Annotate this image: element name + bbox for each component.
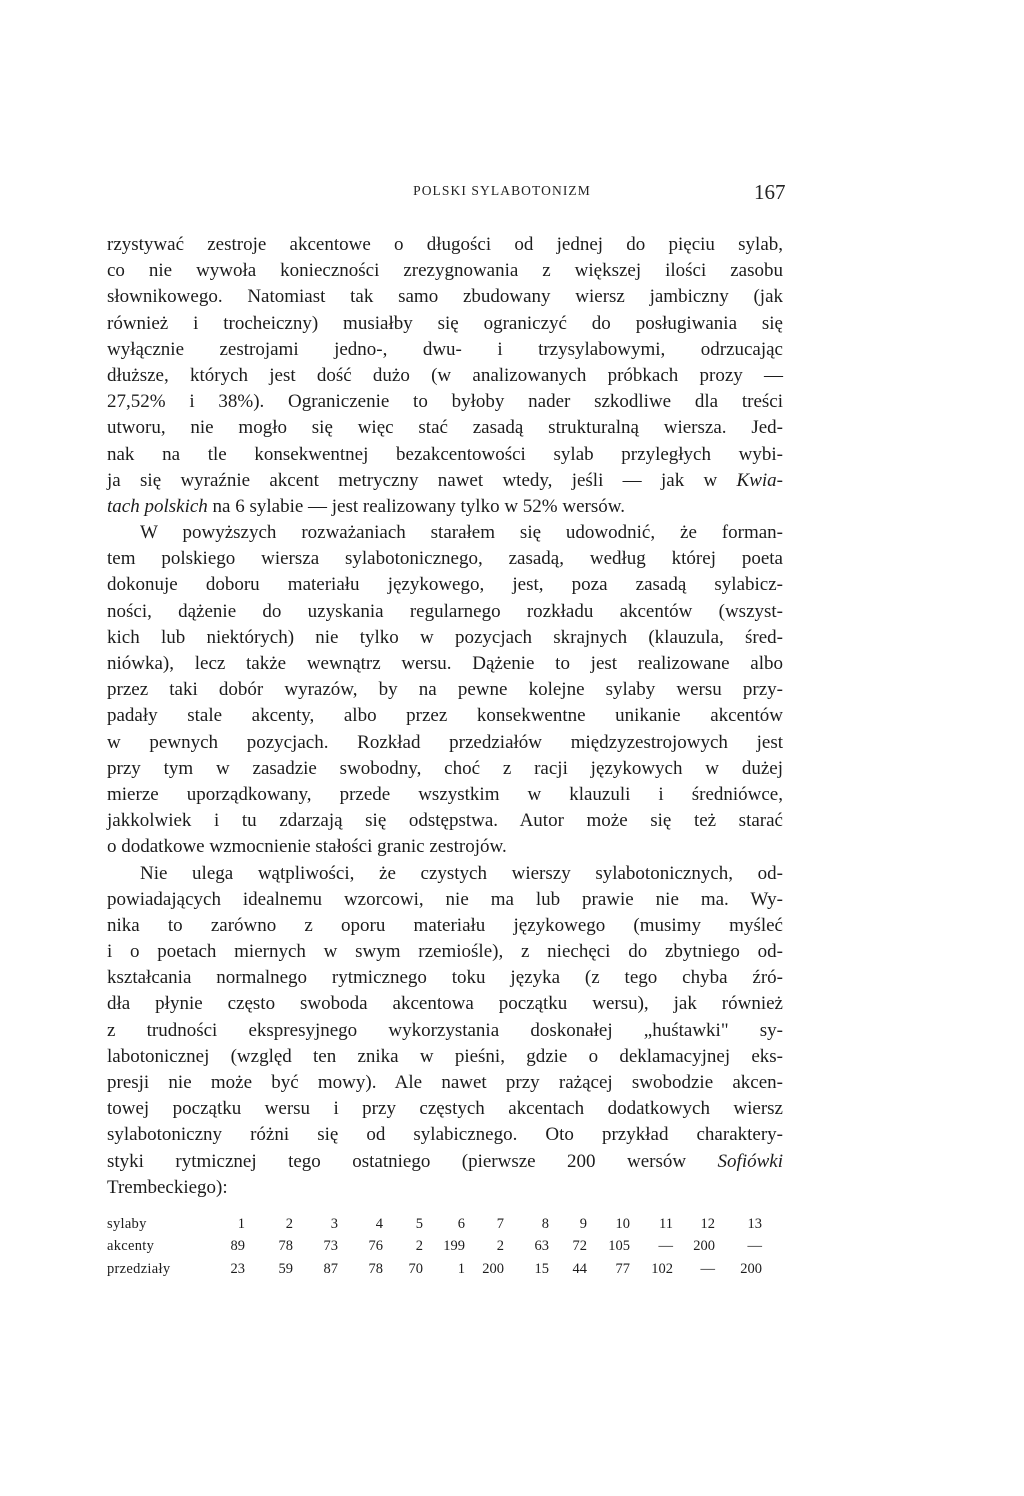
table-cell: 72: [572, 1238, 587, 1255]
text-line: towej początku wersu i przy częstych akcentach dodatkowych wiersz: [107, 1098, 783, 1120]
row-label: akcenty: [107, 1238, 155, 1255]
text-line: przy tym w zasadzie swobodny, choć z racji językowych w dużej: [107, 757, 783, 779]
text-line: niówka), lecz także wewnątrz wersu. Dążenie to jest realizowane albo: [107, 653, 783, 674]
table-cell: 78: [368, 1260, 383, 1277]
text-line: dłuższe, których jest dość dużo (w analizowanych próbkach prozy —: [107, 364, 783, 386]
table-cell: 1: [457, 1260, 465, 1277]
table-cell: —: [700, 1260, 715, 1277]
table-cell: 6: [457, 1215, 465, 1232]
table-row: [107, 1213, 762, 1236]
table-cell: 200: [482, 1260, 504, 1277]
text-line: [107, 494, 783, 520]
table-cell: 13: [747, 1215, 762, 1232]
table-cell: 63: [534, 1238, 549, 1255]
text-line: dokonuje doboru materiału językowego, jest, poza zasadą sylabicz-: [107, 574, 783, 596]
table-cell: 15: [534, 1260, 549, 1277]
table-cell: 200: [740, 1260, 762, 1277]
italic-title: tach polskich: [107, 495, 208, 517]
table-cell: 4: [375, 1215, 383, 1232]
text-line: utworu, nie mogło się więc stać zasadą strukturalną wiersza. Jed-: [107, 417, 783, 439]
table-cell: 10: [615, 1215, 630, 1232]
table-cell: 23: [230, 1260, 245, 1277]
text-line: kształcania normalnego rytmicznego toku języka (z tego chyba źró-: [107, 967, 783, 989]
text-line: dła płynie często swoboda akcentowa początku wersu), jak również: [107, 993, 783, 1015]
table-cell: 200: [693, 1238, 715, 1255]
text-line: 27,52% i 38%). Ograniczenie to byłoby nader szkodliwe dla treści: [107, 391, 783, 413]
italic-title: Sofiówki: [717, 1150, 783, 1172]
table-cell: 1: [237, 1215, 245, 1232]
text-line: presji nie może być mowy). Ale nawet przy rażącej swobodzie akcen-: [107, 1072, 783, 1093]
text-line: słownikowego. Natomiast tak samo zbudowany wiersz jambiczny (jak: [107, 286, 783, 308]
table-cell: 3: [330, 1215, 338, 1232]
text-line: powiadających idealnemu wzorcowi, nie ma lub prawie nie ma. Wy-: [107, 888, 783, 910]
running-title: POLSKI SYLABOTONIZM: [413, 183, 591, 198]
table-row: [107, 1236, 762, 1259]
table-cell: 2: [496, 1238, 504, 1255]
table-cell: —: [747, 1238, 762, 1255]
table-cell: 7: [496, 1215, 504, 1232]
text-line: kich lub niektórych) nie tylko w pozycjach skrajnych (klauzula, śred-: [107, 626, 783, 648]
row-label: sylaby: [107, 1215, 147, 1232]
text-segment: ja się wyraźnie akcent metryczny nawet wtedy, jeśli — jak w: [107, 469, 737, 491]
rhythm-statistics-table: [107, 1213, 762, 1281]
table-cell: 87: [323, 1260, 338, 1277]
page-number: 167: [754, 180, 786, 204]
table-cell: 102: [651, 1260, 673, 1277]
text-line: sylabotoniczny różni się od sylabicznego. Oto przykład charaktery-: [107, 1124, 783, 1146]
text-segment: styki rytmicznej tego ostatniego (pierwsze 200 wersów: [107, 1150, 718, 1172]
text-line: nak na tle konsekwentnej bezakcentowości sylab przyległych wybi-: [107, 443, 783, 465]
table-cell: 78: [278, 1238, 293, 1255]
text-line: co nie wywoła konieczności zrezygnowania z większej ilości zasobu: [107, 260, 783, 282]
text-line: mierze uporządkowany, przede wszystkim w klauzuli i średniówce,: [107, 783, 783, 805]
table-cell: 44: [572, 1260, 587, 1277]
table-cell: 11: [659, 1215, 673, 1232]
text-line: jakkolwiek i tu zdarzają się odstępstwa. Autor może się też starać: [107, 810, 783, 832]
text-line: Trembeckiego):: [107, 1176, 228, 1198]
text-line: i o poetach miernych w swym rzemiośle), z niechęci do zbytniego od-: [107, 941, 783, 963]
table-cell: 2: [285, 1215, 293, 1232]
table-cell: 73: [323, 1238, 338, 1255]
table-cell: 8: [541, 1215, 549, 1232]
text-line: Nie ulega wątpliwości, że czystych wierszy sylabotonicznych, od-: [140, 862, 783, 884]
text-segment: na 6 sylabie — jest realizowany tylko w 52% wersów.: [207, 495, 625, 517]
text-line: [107, 468, 783, 494]
text-line: rzystywać zestroje akcentowe o długości od jednej do pięciu sylab,: [107, 234, 783, 255]
table-cell: 89: [230, 1238, 245, 1255]
text-line: nika to zarówno z oporu materiału językowego (musimy myśleć: [107, 914, 783, 936]
table-cell: 59: [278, 1260, 293, 1277]
table-cell: 77: [615, 1260, 630, 1277]
table-cell: 2: [415, 1238, 423, 1255]
text-line: W powyższych rozważaniach starałem się udowodnić, że forman-: [140, 522, 783, 544]
table-cell: 105: [608, 1238, 630, 1255]
table-cell: 12: [700, 1215, 715, 1232]
table-cell: —: [658, 1238, 673, 1255]
text-line: z trudności ekspresyjnego wykorzystania doskonałej „huśtawki" sy-: [107, 1019, 783, 1041]
row-label: przedziały: [107, 1260, 171, 1277]
body-text: [107, 232, 783, 1201]
text-line: o dodatkowe wzmocnienie stałości granic zestrojów.: [107, 836, 507, 858]
text-line: również i trocheiczny) musiałby się ograniczyć do posługiwania się: [107, 312, 783, 334]
table-cell: 199: [443, 1238, 465, 1255]
text-line: przez taki dobór wyrazów, by na pewne kolejne sylaby wersu przy-: [107, 679, 783, 701]
text-line: [107, 1149, 783, 1175]
italic-title: Kwia-: [736, 469, 783, 491]
text-line: padały stale akcenty, albo przez konsekwentne unikanie akcentów: [107, 705, 783, 727]
text-line: w pewnych pozycjach. Rozkład przedziałów międzyzestrojowych jest: [107, 731, 783, 753]
table-cell: 70: [408, 1260, 423, 1277]
text-line: labotonicznej (względ ten znika w pieśni, gdzie o deklamacyjnej eks-: [107, 1045, 783, 1067]
table-row: [107, 1258, 762, 1281]
text-line: wyłącznie zestrojami jedno-, dwu- i trzysylabowymi, odrzucając: [107, 338, 783, 360]
text-line: tem polskiego wiersza sylabotonicznego, zasadą, według której poeta: [107, 548, 783, 570]
table-cell: 76: [368, 1238, 383, 1255]
text-line: ności, dążenie do uzyskania regularnego rozkładu akcentów (wszyst-: [107, 600, 783, 622]
table-cell: 9: [579, 1215, 587, 1232]
table-cell: 5: [415, 1215, 423, 1232]
